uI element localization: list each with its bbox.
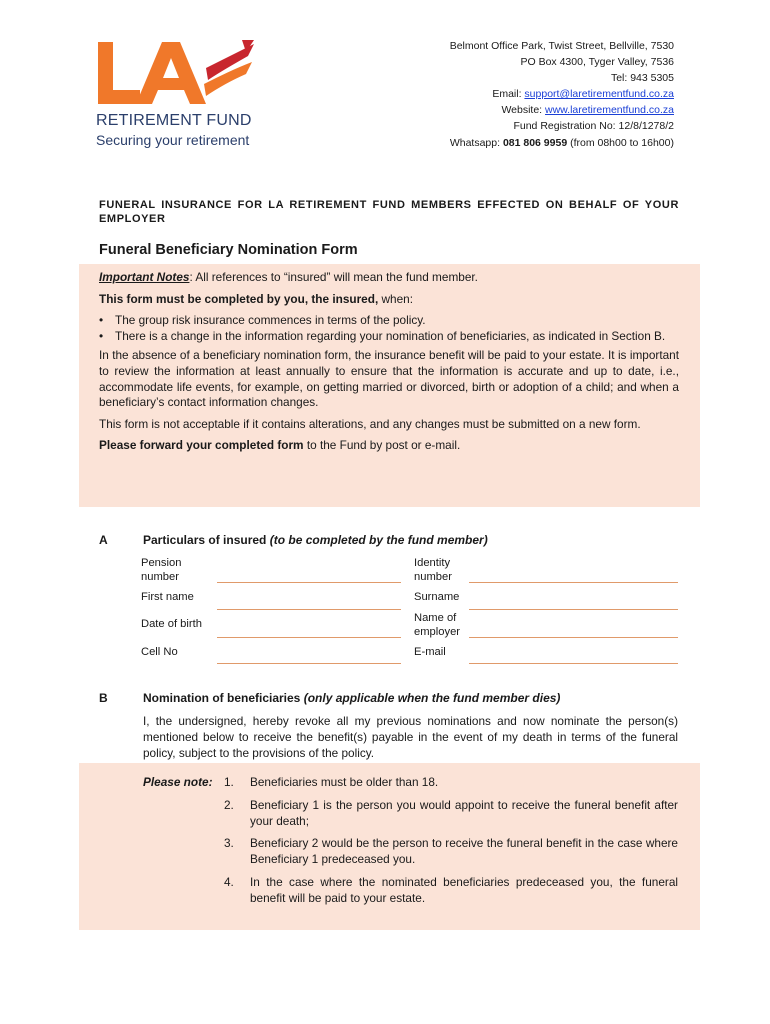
list-item-text: In the case where the nominated beneficiaries predeceased you, the funeral benefit will be paid to your estate. [250,874,678,905]
section-b-title-text: Nomination of beneficiaries [143,691,304,705]
list-item-number: 4. [224,874,234,889]
must-complete-bold: This form must be completed by you, the insured, [99,291,379,306]
must-complete-line [99,292,679,308]
forward-bold: Please forward your completed form [99,438,304,453]
section-b-letter: B [99,691,108,705]
list-item-number: 1. [224,775,234,789]
la-logo-mark-icon [96,38,266,112]
date-of-birth-field[interactable] [217,637,401,638]
email-link[interactable]: support@laretirementfund.co.za [524,88,674,101]
fund-logo [96,38,266,154]
email-label: Email: [492,88,525,101]
list-item [224,798,678,830]
document-heading: FUNERAL INSURANCE FOR LA RETIREMENT FUND MEMBERS EFFECTED ON BEHALF OF YOUR EMPLOYER [99,199,679,225]
important-notes [99,270,679,460]
nomination-statement: I, the undersigned, hereby revoke all my previous nominations and now nominate the person(s) mentioned below to receive the benefit(s) payable in the event of my death in terms of the funeral policy, subject to the provisions of the policy. [143,714,678,760]
please-note-label: Please note: [143,775,213,789]
email-label: E-mail [414,646,446,658]
section-b-title [143,691,560,705]
contact-block [450,38,674,151]
alterations-paragraph: This form is not acceptable if it contains alterations, and any changes must be submitted on a new form. [99,416,641,431]
section-a-title-text: Particulars of insured [143,533,270,547]
whatsapp-line [450,135,674,151]
whatsapp-number: 081 806 9959 [502,136,568,149]
list-item [224,775,678,791]
whatsapp-label: Whatsapp: [449,136,503,149]
identity-number-field[interactable] [469,582,678,583]
address-line: Belmont Office Park, Twist Street, Bellville, 7530 [449,40,674,52]
registration-line: Fund Registration No: 12/8/1278/2 [513,120,674,133]
section-a-letter: A [99,533,108,547]
forward-line [99,438,679,454]
surname-label: Surname [414,591,460,603]
list-item-text: Beneficiaries must be older than 18. [250,775,439,789]
website-line [450,102,674,118]
first-name-label: First name [141,591,194,603]
cell-no-label: Cell No [141,646,178,658]
first-name-field[interactable] [217,609,401,610]
list-item-text: Beneficiary 2 would be the person to receive the funeral benefit in the case where Beneficiary 1 predeceased you. [250,836,678,867]
employer-field[interactable] [469,637,678,638]
date-of-birth-label: Date of birth [141,618,202,630]
surname-field[interactable] [469,609,678,610]
logo-tagline: Securing your retirement [96,132,250,148]
section-a-title [143,533,488,547]
absence-paragraph: In the absence of a beneficiary nomination form, the insurance benefit will be paid to your estate. It is important to review the information at least annually to ensure that the information is accurate and up to date, i.e., accommodate life events, for example, on getting married or divorced, birth or adoption of a child; and when a beneficiary’s contact information changes. [99,348,679,410]
forward-rest: to the Fund by post or e-mail. [303,438,461,453]
email-field[interactable] [469,663,678,664]
conditions-list [99,313,679,344]
important-note-line [99,270,679,286]
employer-label: Name of employer [414,612,461,638]
section-a-title-note: (to be completed by the fund member) [269,533,488,547]
condition-item: • There is a change in the information regarding your nomination of beneficiaries, as indicated in Section B. [99,329,679,345]
pension-number-label: Pension number [141,557,182,583]
logo-name: RETIREMENT FUND [96,112,252,129]
po-box-line: PO Box 4300, Tyger Valley, 7536 [520,56,674,69]
form-title: Funeral Beneficiary Nomination Form [99,242,358,258]
pension-number-field[interactable] [217,582,401,583]
list-item-number: 2. [224,797,234,812]
website-label: Website: [501,104,546,117]
cell-no-field[interactable] [217,663,401,664]
important-notes-label: Important Notes [99,270,190,284]
list-item-number: 3. [224,836,234,851]
must-complete-rest: when: [378,291,413,306]
list-item [224,836,678,868]
identity-number-label: Identity number [414,557,452,583]
list-item [224,875,678,907]
tel-line: Tel: 943 5305 [610,72,674,85]
whatsapp-hours: (from 08h00 to 16h00) [567,136,674,149]
section-b-title-note: (only applicable when the fund member dies) [303,691,561,705]
condition-item: • The group risk insurance commences in terms of the policy. [99,313,679,329]
list-item-text: Beneficiary 1 is the person you would appoint to receive the funeral benefit after your death; [250,797,678,828]
important-notes-text: : All references to “insured” will mean the fund member. [189,270,478,284]
please-note-list [224,775,678,914]
email-line [450,86,674,102]
website-link[interactable]: www.laretirementfund.co.za [545,104,674,117]
